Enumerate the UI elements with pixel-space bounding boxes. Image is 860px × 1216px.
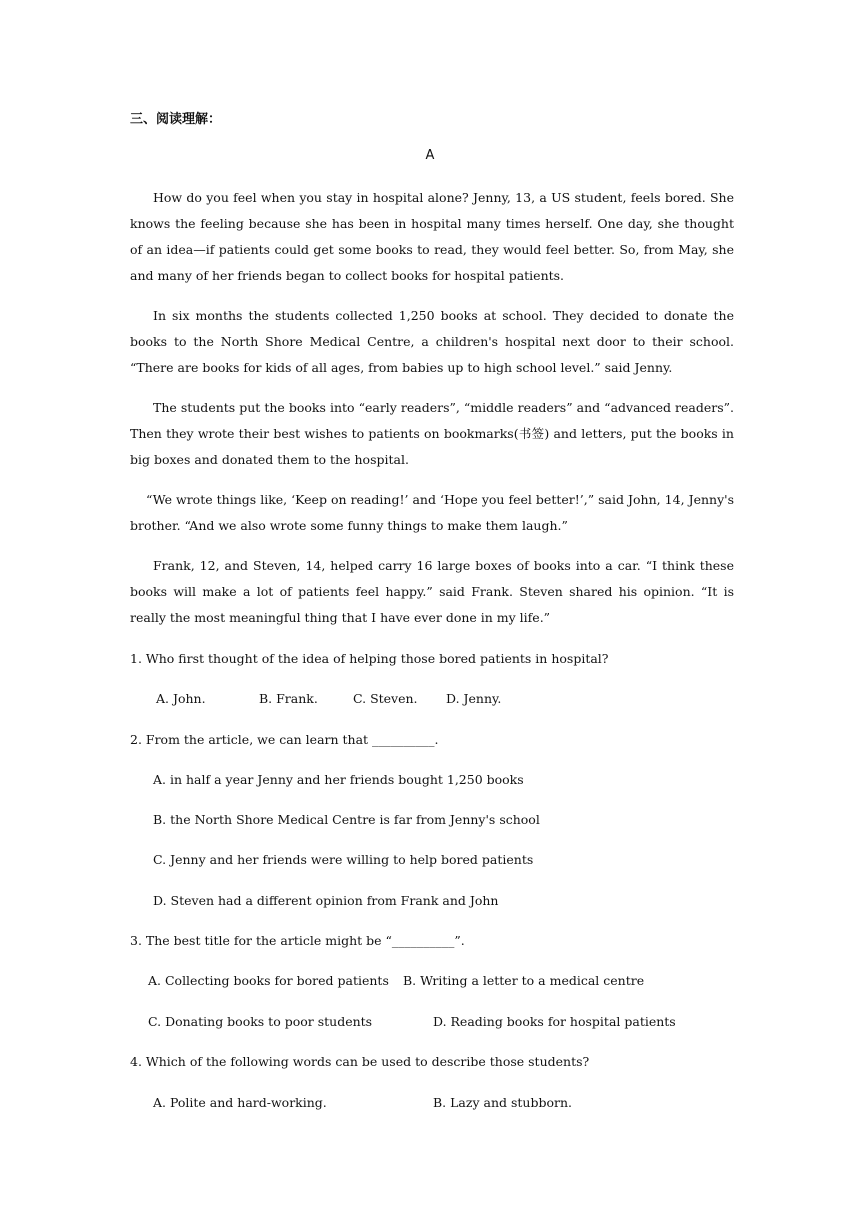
paragraph-5: Frank, 12, and Steven, 14, helped carry 16 large boxes of books into a car. “I think these books will make a lot of patients feel happy.” said Frank. Steven shared his opinion. “It is really the most meaningful thing that I have ever done in my life.”	[130, 558, 734, 625]
q3-option-b: B. Writing a letter to a medical centre	[403, 973, 645, 988]
paragraph-1: How do you feel when you stay in hospital alone? Jenny, 13, a US student, feels bored. She knows the feeling because she has been in hospital many times herself. One day, she thought of an idea—if patients could get some books to read, they would feel better. So, from May, she and many of her friends began to collect books for hospital patients.	[130, 190, 734, 283]
q3-option-a: A. Collecting books for bored patients	[148, 973, 389, 988]
q3-option-c: C. Donating books to poor students	[148, 1014, 373, 1029]
section-heading: 三、阅读理解：	[130, 112, 222, 127]
passage-title: A	[425, 148, 435, 163]
paragraph-4: “We wrote things like, ‘Keep on reading!’ and ‘Hope you feel better!’,” said John, 14, Jenny's brother. “And we also wrote some funny things to make them laugh.”	[130, 492, 734, 533]
question-4: 4. Which of the following words can be used to describe those students?	[130, 1054, 590, 1069]
q4-option-b: B. Lazy and stubborn.	[433, 1095, 573, 1110]
q1-option-a: A. John.	[156, 691, 206, 706]
q3-option-d: D. Reading books for hospital patients	[433, 1014, 676, 1029]
paragraph-2: In six months the students collected 1,250 books at school. They decided to donate the books to the North Shore Medical Centre, a children's hospital next door to their school. “There are books for kids of all ages, from babies up to high school level.” said Jenny.	[130, 308, 734, 375]
question-1: 1. Who first thought of the idea of helping those bored patients in hospital?	[130, 651, 609, 666]
q4-option-a: A. Polite and hard-working.	[153, 1095, 327, 1110]
q1-option-c: C. Steven.	[353, 691, 418, 706]
q1-option-d: D. Jenny.	[446, 691, 502, 706]
q2-option-b: B. the North Shore Medical Centre is far from Jenny's school	[153, 812, 540, 827]
question-3: 3. The best title for the article might be “__________”.	[130, 933, 465, 948]
question-2: 2. From the article, we can learn that __________.	[130, 732, 439, 747]
q1-option-b: B. Frank.	[259, 691, 318, 706]
paragraph-3: The students put the books into “early readers”, “middle readers” and “advanced readers”. Then they wrote their best wishes to patients on bookmarks(书签) and letters, put the books in big boxes and donated them to the hospital.	[130, 400, 734, 467]
q2-option-d: D. Steven had a different opinion from Frank and John	[153, 893, 499, 908]
q2-option-c: C. Jenny and her friends were willing to help bored patients	[153, 852, 534, 867]
q2-option-a: A. in half a year Jenny and her friends bought 1,250 books	[153, 772, 524, 787]
